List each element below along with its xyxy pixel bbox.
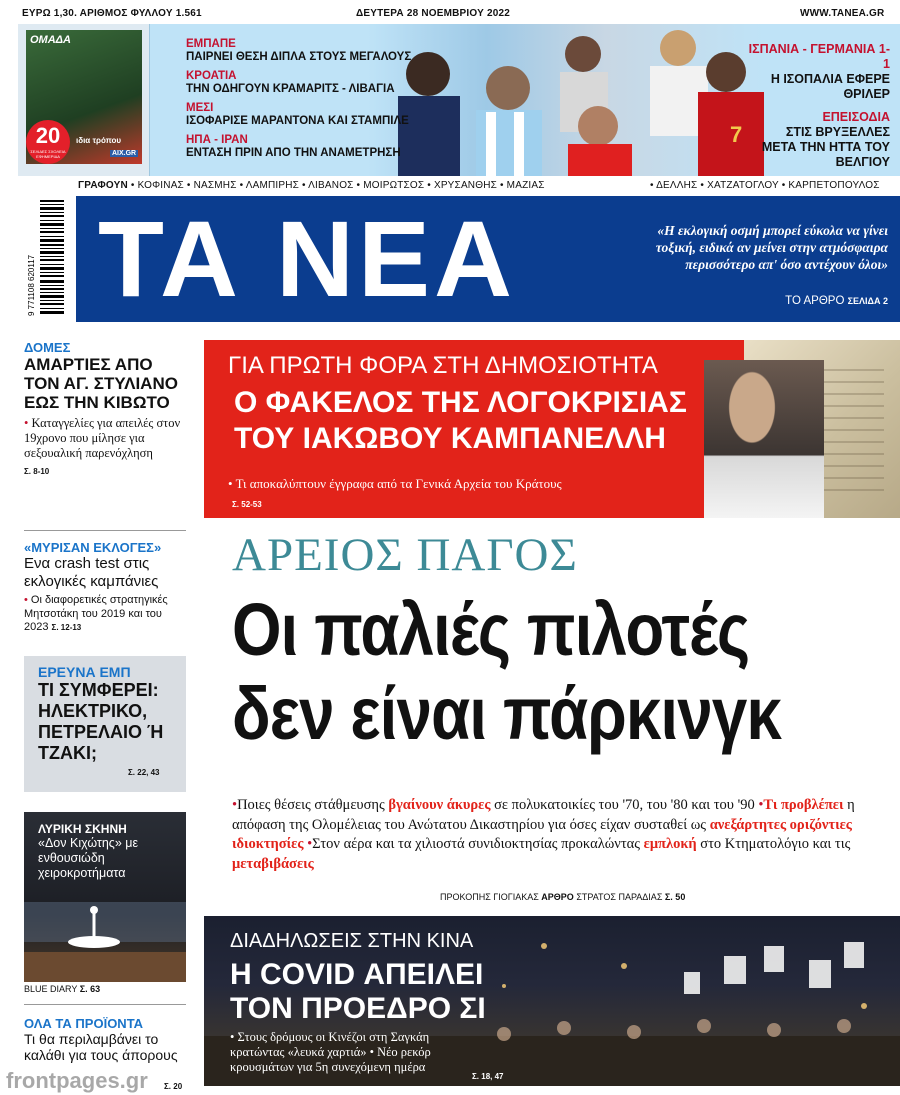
byline-author-2: ΣΤΡΑΤΟΣ ΠΑΡΑΔΙΑΣ xyxy=(576,892,663,902)
banner-item-head: ΕΠΕΙΣΟΔΙΑ xyxy=(822,110,890,124)
writers-line xyxy=(78,180,545,191)
writers-right-list: • ΔΕΛΛΗΣ • ΧΑΤΖΑΤΟΓΛΟΥ • ΚΑΡΠΕΤΟΠΟΥΛΟΣ xyxy=(650,180,880,191)
story-page: Σ. 8-10 xyxy=(24,467,50,476)
headline-line1: Οι παλιές πιλοτές xyxy=(232,588,750,671)
byline-author: ΠΡΟΚΟΠΗΣ ΓΙΟΓΙΑΚΑΣ xyxy=(440,892,539,902)
china-subtitle-text: Στους δρόμους οι Κινέζοι στη Σαγκάη κρατώντας «λευκά χαρτιά» • Νέο ρεκόρ κρουσμάτων για 5η συνεχόμενη ημέρα xyxy=(230,1030,431,1074)
story-category: ΟΛΑ ΤΑ ΠΡΟΪΟΝΤΑ xyxy=(24,1016,144,1031)
story-category: ΕΡΕΥΝΑ ΕΜΠ xyxy=(38,664,131,680)
left-story-2[interactable] xyxy=(24,540,186,635)
body-text: Ποιες θέσεις στάθμευσης xyxy=(237,797,385,813)
svg-text:7: 7 xyxy=(730,122,743,147)
quote-ref-label: ΤΟ ΑΡΘΡΟ xyxy=(785,295,845,307)
china-title-line1: Η COVID ΑΠΕΙΛΕΙ xyxy=(230,958,484,991)
bullet-icon: • xyxy=(232,797,238,813)
byline-label: ΑΡΘΡΟ xyxy=(541,892,574,902)
body-text: στο Κτηματολόγιο και τις xyxy=(700,836,851,852)
main-body xyxy=(232,796,892,874)
banner-item-text: ΠΑΙΡΝΕΙ ΘΕΣΗ ΔΙΠΛΑ ΣΤΟΥΣ ΜΕΓΑΛΟΥΣ xyxy=(186,51,412,63)
main-byline xyxy=(440,892,685,902)
barcode xyxy=(22,196,70,320)
banner-item-head: ΚΡΟΑΤΙΑ xyxy=(186,70,237,82)
feature-title-line1: Ο ΦΑΚΕΛΟΣ ΤΗΣ ΛΟΓΟΚΡΙΣΙΑΣ xyxy=(234,386,687,419)
writers-label: ΓΡΑΦΟΥΝ xyxy=(78,180,128,191)
masthead-quote-ref xyxy=(624,295,888,307)
story-category: ΔΟΜΕΣ xyxy=(24,340,71,355)
banner-left-headlines xyxy=(186,38,411,160)
magazine-promo xyxy=(18,24,150,176)
barcode-number: 9 771108 620117 xyxy=(27,254,36,316)
body-text: Στον αέρα και τα χιλιοστά συνιδιοκτησίας προκαλώντας xyxy=(312,836,640,852)
column-divider xyxy=(24,530,186,531)
story-page: Σ. 22, 43 xyxy=(128,768,160,777)
bullet-icon: • xyxy=(228,476,233,491)
left-story-4[interactable] xyxy=(38,822,178,881)
banner-item-head: ΜΕΣΙ xyxy=(186,102,214,114)
banner-item-text: ΙΣΟΦΑΡΙΣΕ ΜΑΡΑΝΤΟΝΑ ΚΑΙ ΣΤΑΜΠΙΛΕ xyxy=(186,115,409,127)
banner-item-text: ΕΝΤΑΣΗ ΠΡΙΝ ΑΠΟ ΤΗΝ ΑΝΑΜΕΤΡΗΣΗ xyxy=(186,147,401,159)
masthead-quote: «Η εκλογική οσμή μπορεί εύκολα να γίνει τοξική, ειδικά αν μείνει στην ατμόσφαιρα περισσότερο απ' όσο αντέχουν όλοι» xyxy=(655,223,888,272)
body-highlight: εμπλοκή xyxy=(643,836,697,852)
left-story-5[interactable] xyxy=(24,1016,186,1063)
story-text: Καταγγελίες για απειλές στον 19χρονο που μίλησε για σεξουαλική παρενόχληση xyxy=(24,416,181,460)
section-label xyxy=(24,984,100,994)
bullet-icon: • xyxy=(307,836,313,852)
body-text: σε πολυκατοικίες του '70, του '80 και του '90 xyxy=(494,797,755,813)
china-page: Σ. 18, 47 xyxy=(472,1072,504,1081)
china-protests-feature[interactable] xyxy=(204,916,900,1086)
section-name: BLUE DIARY xyxy=(24,984,78,994)
magazine-badge-text: ΣΕΛΙΔΕΣ ΣΧΟΛΕΙΑ ΕΦΗΜΕΡΙΔΑ xyxy=(30,149,66,159)
magazine-badge-number: 20 xyxy=(35,123,61,148)
players-illustration xyxy=(368,24,764,176)
story-title: Τι θα περιλαμβάνει το καλάθι για τους άπορους xyxy=(24,1031,178,1063)
story-text: Οι διαφορετικές στρατηγικές Μητσοτάκη του 2019 και του 2023 xyxy=(24,594,168,633)
banner-right-headlines xyxy=(748,42,890,170)
writers-left-list: • ΚΟΦΙΝΑΣ • ΝΑΣΜΗΣ • ΛΑΜΠΙΡΗΣ • ΛΙΒΑΝΟΣ • ΜΟΙΡΩΤΣΟΣ • ΧΡΥΣΑΝΘΗΣ • ΜΑΖΙΑΣ xyxy=(130,180,545,191)
banner-item-text: ΤΗΝ ΟΔΗΓΟΥΝ ΚΡΑΜΑΡΙΤΣ - ΛΙΒΑΓΙΑ xyxy=(186,83,395,95)
story-title: «Δον Κιχώτης» με ενθουσιώδη χειροκροτήματα xyxy=(38,836,139,880)
barcode-lines xyxy=(22,196,70,320)
column-divider xyxy=(24,1004,186,1005)
main-kicker: ΑΡΕΙΟΣ ΠΑΓΟΣ xyxy=(232,529,578,581)
football-players-image xyxy=(368,24,764,176)
story-title: ΑΜΑΡΤΙΕΣ ΑΠΟ ΤΟΝ ΑΓ. ΣΤΥΛΙΑΝΟ ΕΩΣ ΤΗΝ ΚΙΒΩΤΟ xyxy=(24,355,178,412)
banner-item-text: Η ΙΣΟΠΑΛΙΑ ΕΦΕΡΕ ΘΡΙΛΕΡ xyxy=(770,72,890,101)
story-page: Σ. 12-13 xyxy=(51,623,82,632)
quote-ref-page: ΣΕΛΙΔΑ 2 xyxy=(847,296,888,306)
left-story-1[interactable] xyxy=(24,340,186,476)
body-highlight: βγαίνουν άκυρες xyxy=(388,797,491,813)
banner-item-head: ΗΠΑ - ΙΡΑΝ xyxy=(186,134,248,146)
feature-page: Σ. 52-53 xyxy=(232,500,262,509)
body-text: η απόφαση της Ολομέλειας του Ανώτατου Δικαστηρίου για όσες είχαν συσταθεί ως xyxy=(232,797,855,833)
kambanellis-portrait xyxy=(704,360,824,518)
feature-kicker: ΓΙΑ ΠΡΩΤΗ ΦΟΡΑ ΣΤΗ ΔΗΜΟΣΙΟΤΗΤΑ xyxy=(228,352,658,379)
bullet-icon: • xyxy=(230,1030,235,1044)
byline-page: Σ. 50 xyxy=(664,892,686,902)
feature-subtitle xyxy=(228,476,562,492)
bullet-icon: • xyxy=(758,797,764,813)
issue-date: ΔΕΥΤΕΡΑ 28 ΝΟΕΜΒΡΙΟΥ 2022 xyxy=(356,8,510,19)
china-title-line2: ΤΟΝ ΠΡΟΕΔΡΟ ΣΙ xyxy=(230,992,486,1025)
story-title: Ενα crash test στις εκλογικές καμπάνιες xyxy=(24,555,159,590)
magazine-caption: ιδια τρόπου xyxy=(76,136,122,145)
headline-line2: δεν είναι πάρκινγκ xyxy=(232,672,782,755)
magazine-badge xyxy=(26,120,70,164)
banner-item-text: ΣΤΙΣ ΒΡΥΞΕΛΛΕΣ ΜΕΤΑ ΤΗΝ ΗΤΤΑ ΤΟΥ ΒΕΛΓΙΟΥ xyxy=(761,125,890,169)
china-kicker: ΔΙΑΔΗΛΩΣΕΙΣ ΣΤΗΝ ΚΙΝΑ xyxy=(230,930,474,952)
bullet-icon: • xyxy=(24,416,29,430)
feature-title-line2: ΤΟΥ ΙΑΚΩΒΟΥ ΚΑΜΠΑΝΕΛΛΗ xyxy=(234,422,666,455)
magazine-site: ΑΙΧ.GR xyxy=(112,150,137,157)
china-subtitle xyxy=(230,1030,470,1075)
story-title: ΤΙ ΣΥΜΦΕΡΕΙ: ΗΛΕΚΤΡΙΚΟ, ΠΕΤΡΕΛΑΙΟ Ή ΤΖΑΚΙ; xyxy=(38,680,164,763)
body-highlight: μεταβιβάσεις xyxy=(232,855,314,872)
body-highlight: ανεξάρτητες οριζόντιες ιδιοκτησίες xyxy=(232,816,852,852)
feature-subtitle-text: Τι αποκαλύπτουν έγγραφα από τα Γενικά Αρχεία του Κράτους xyxy=(235,476,562,491)
banner-item-head: ΙΣΠΑΝΙΑ - ΓΕΡΜΑΝΙΑ 1-1 xyxy=(748,42,890,71)
banner-item-head: ΕΜΠΑΠΕ xyxy=(186,38,236,50)
left-story-3[interactable] xyxy=(38,664,182,777)
watermark: frontpages.gr xyxy=(6,1068,148,1093)
story-page: Σ. 63 xyxy=(79,984,101,994)
story-page: Σ. 20 xyxy=(164,1082,183,1091)
price-issue: ΕΥΡΩ 1,30. ΑΡΙΘΜΟΣ ΦΥΛΛΟΥ 1.561 xyxy=(22,8,202,19)
body-highlight: Τι προβλέπει xyxy=(763,797,844,813)
magazine-title: ΟΜΑΔΑ xyxy=(30,34,71,46)
main-headline[interactable] xyxy=(232,588,781,756)
website[interactable]: WWW.TANEA.GR xyxy=(800,8,885,19)
bullet-icon: • xyxy=(24,594,28,606)
story-category: ΛΥΡΙΚΗ ΣΚΗΝΗ xyxy=(38,822,127,836)
censorship-feature[interactable] xyxy=(204,340,900,518)
story-category: «ΜΥΡΙΣΑΝ ΕΚΛΟΓΕΣ» xyxy=(24,540,162,555)
newspaper-logo: ΤΑ ΝΕΑ xyxy=(98,198,516,319)
